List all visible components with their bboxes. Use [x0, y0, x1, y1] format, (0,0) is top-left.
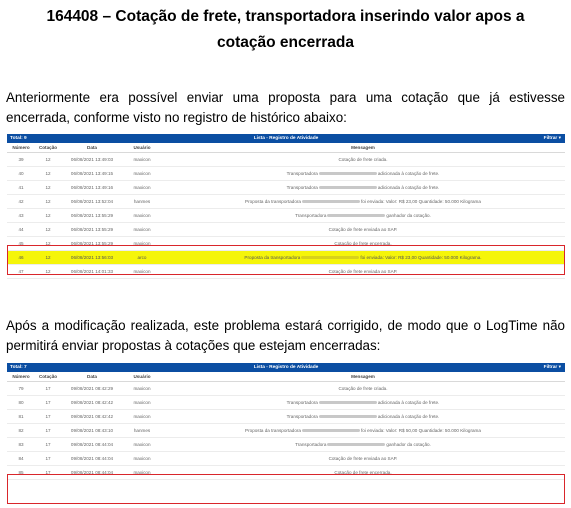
table-row[interactable] [7, 438, 565, 452]
message-text: Cotação de frete encerrada. [334, 470, 392, 475]
cell-usuario: maxicon [123, 438, 161, 452]
message-text: Proposta da transportadora [244, 255, 301, 260]
cell-data: 06/08/2021 13:52:04 [61, 195, 123, 209]
col-header-numero[interactable]: Número [7, 143, 35, 153]
cell-cotacao: 12 [35, 251, 61, 265]
col-header-usuario[interactable]: Usuário [123, 143, 161, 153]
cell-cotacao: 12 [35, 265, 61, 279]
cell-data: 06/08/2021 14:01:33 [61, 265, 123, 279]
cell-usuario: maxicon [123, 452, 161, 466]
message-text-suffix: adicionada à cotação de frete. [377, 185, 440, 190]
table-row[interactable] [7, 209, 565, 223]
message-text: Cotação de frete criada. [338, 157, 388, 162]
message-text: Transportadora [286, 185, 318, 190]
cell-usuario: maxicon [123, 265, 161, 279]
cell-cotacao: 17 [35, 438, 61, 452]
cell-numero: 79 [7, 382, 35, 396]
redacted-name [319, 186, 377, 189]
cell-numero: 83 [7, 438, 35, 452]
filter-button[interactable]: Filtrar ▾ [543, 365, 561, 370]
cell-data: 09/08/2021 08:44:04 [61, 466, 123, 480]
cell-numero: 42 [7, 195, 35, 209]
cell-mensagem [161, 424, 565, 438]
col-header-cotacao[interactable]: Cotação [35, 143, 61, 153]
cell-mensagem [161, 382, 565, 396]
cell-mensagem [161, 181, 565, 195]
cell-cotacao: 12 [35, 209, 61, 223]
cell-mensagem [161, 153, 565, 167]
message-text: Cotação de frete enviada ao SAP. [328, 456, 398, 461]
cell-numero: 82 [7, 424, 35, 438]
cell-data: 09/08/2021 08:43:10 [61, 424, 123, 438]
table-row[interactable] [7, 195, 565, 209]
cell-mensagem [161, 396, 565, 410]
cell-cotacao: 12 [35, 195, 61, 209]
table-row[interactable] [7, 396, 565, 410]
cell-data: 06/08/2021 13:55:29 [61, 209, 123, 223]
table-row[interactable] [7, 424, 565, 438]
list-header-bar [7, 363, 565, 372]
redacted-name [327, 214, 385, 217]
cell-numero: 81 [7, 410, 35, 424]
cell-cotacao: 12 [35, 167, 61, 181]
total-count: Total: 9 [10, 136, 27, 141]
col-header-data[interactable]: Data [61, 372, 123, 382]
cell-usuario: maxicon [123, 396, 161, 410]
cell-cotacao: 12 [35, 237, 61, 251]
cell-data: 09/08/2021 08:42:29 [61, 382, 123, 396]
cell-mensagem [161, 195, 565, 209]
highlight-box-closed-entries [7, 474, 565, 504]
cell-numero: 45 [7, 237, 35, 251]
cell-usuario: maxicon [123, 209, 161, 223]
cell-numero: 85 [7, 466, 35, 480]
message-text: Transportadora [286, 414, 318, 419]
redacted-name [319, 415, 377, 418]
cell-mensagem [161, 452, 565, 466]
message-text: Transportadora [286, 400, 318, 405]
col-header-usuario[interactable]: Usuário [123, 372, 161, 382]
cell-data: 06/08/2021 13:55:29 [61, 223, 123, 237]
cell-cotacao: 17 [35, 410, 61, 424]
highlight-box-closed-entries [7, 245, 565, 275]
activity-log-before [7, 134, 565, 279]
cell-mensagem [161, 223, 565, 237]
message-text: Cotação de frete enviada ao SAP. [328, 227, 398, 232]
cell-mensagem [161, 167, 565, 181]
redacted-name [327, 443, 385, 446]
cell-mensagem [161, 438, 565, 452]
cell-data: 06/08/2021 13:49:16 [61, 181, 123, 195]
cell-usuario: hanmes [123, 195, 161, 209]
title-line-2: cotação encerrada [217, 34, 354, 51]
message-text: Cotação de frete enviada ao SAP. [328, 269, 398, 274]
cell-cotacao: 12 [35, 223, 61, 237]
cell-data: 06/08/2021 13:49:03 [61, 153, 123, 167]
table-row[interactable] [7, 382, 565, 396]
message-text: Transportadora [295, 213, 327, 218]
message-text-suffix: foi enviada: Valor: R$ 23,00 Quantidade: 50.000 Kilograma. [360, 255, 482, 260]
col-header-mensagem[interactable]: Mensagem [161, 143, 565, 153]
table-row[interactable] [7, 181, 565, 195]
title-line-1: 164408 – Cotação de frete, transportadora inserindo valor apos a [46, 8, 525, 25]
activity-table [7, 372, 565, 480]
cell-data: 09/08/2021 08:42:42 [61, 410, 123, 424]
cell-data: 09/08/2021 08:44:04 [61, 452, 123, 466]
message-text: Cotação de frete encerrada. [334, 241, 392, 246]
cell-cotacao: 17 [35, 452, 61, 466]
cell-numero: 41 [7, 181, 35, 195]
paragraph-after: Após a modificação realizada, este problema estará corrigido, de modo que o LogTime não permitirá enviar propostas à cotações que estejam encerradas: [6, 318, 565, 353]
cell-data: 06/08/2021 13:56:03 [61, 251, 123, 265]
cell-numero: 43 [7, 209, 35, 223]
cell-usuario: maxicon [123, 167, 161, 181]
message-text: Proposta da transportadora [245, 428, 301, 433]
list-header-bar [7, 134, 565, 143]
list-caption: Lista - Registro de Atividade [253, 365, 319, 370]
message-text: Proposta da transportadora [245, 199, 301, 204]
filter-button[interactable]: Filtrar ▾ [543, 136, 561, 141]
cell-numero: 80 [7, 396, 35, 410]
cell-usuario: maxicon [123, 410, 161, 424]
message-text-suffix: foi enviada: Valor: R$ 50,00 Quantidade: 50.000 Kilograma [360, 428, 481, 433]
redacted-name [319, 172, 377, 175]
cell-cotacao: 17 [35, 424, 61, 438]
redacted-name [302, 200, 360, 203]
cell-numero: 39 [7, 153, 35, 167]
col-header-cotacao[interactable]: Cotação [35, 372, 61, 382]
message-text-suffix: adicionada à cotação de frete. [377, 414, 440, 419]
cell-cotacao: 12 [35, 181, 61, 195]
col-header-mensagem[interactable]: Mensagem [161, 372, 565, 382]
cell-usuario: maxicon [123, 382, 161, 396]
cell-usuario: arco [123, 251, 161, 265]
col-header-data[interactable]: Data [61, 143, 123, 153]
list-caption: Lista - Registro de Atividade [253, 136, 319, 141]
cell-numero: 84 [7, 452, 35, 466]
cell-cotacao: 17 [35, 466, 61, 480]
cell-usuario: maxicon [123, 153, 161, 167]
cell-numero: 44 [7, 223, 35, 237]
cell-usuario: maxicon [123, 466, 161, 480]
table-row[interactable] [7, 153, 565, 167]
cell-usuario: maxicon [123, 237, 161, 251]
redacted-name [302, 429, 360, 432]
cell-cotacao: 17 [35, 382, 61, 396]
cell-mensagem [161, 410, 565, 424]
cell-cotacao: 17 [35, 396, 61, 410]
redacted-name [319, 401, 377, 404]
message-text-suffix: ganhador da cotação. [386, 213, 431, 218]
message-text: Transportadora [286, 171, 318, 176]
cell-numero: 47 [7, 265, 35, 279]
message-text-suffix: ganhador da cotação. [386, 442, 431, 447]
message-text: Cotação de frete criada. [338, 386, 388, 391]
cell-cotacao: 12 [35, 153, 61, 167]
paragraph-before: Anteriormente era possível enviar uma proposta para uma cotação que já estivesse encerrada, conforme visto no registro de histórico abaixo: [6, 90, 565, 125]
cell-mensagem [161, 209, 565, 223]
message-text-suffix: adicionada à cotação de frete. [377, 400, 440, 405]
cell-numero: 40 [7, 167, 35, 181]
message-text-suffix: foi enviada: Valor: R$ 23,00 Quantidade: 50.000 Kilograma [360, 199, 481, 204]
cell-data: 06/08/2021 13:49:15 [61, 167, 123, 181]
cell-usuario: hanmes [123, 424, 161, 438]
cell-data: 09/08/2021 08:42:42 [61, 396, 123, 410]
cell-usuario: maxicon [123, 181, 161, 195]
message-text-suffix: adicionada à cotação de frete. [377, 171, 440, 176]
cell-data: 09/08/2021 08:44:04 [61, 438, 123, 452]
table-header-row [7, 372, 565, 382]
cell-numero: 46 [7, 251, 35, 265]
table-header-row [7, 143, 565, 153]
message-text: Transportadora [295, 442, 327, 447]
document-title [0, 4, 571, 56]
table-row[interactable] [7, 452, 565, 466]
activity-log-after [7, 363, 565, 480]
total-count: Total: 7 [10, 365, 27, 370]
table-row[interactable] [7, 223, 565, 237]
table-row[interactable] [7, 410, 565, 424]
cell-usuario: maxicon [123, 223, 161, 237]
col-header-numero[interactable]: Número [7, 372, 35, 382]
cell-data: 06/08/2021 13:55:29 [61, 237, 123, 251]
table-row[interactable] [7, 167, 565, 181]
